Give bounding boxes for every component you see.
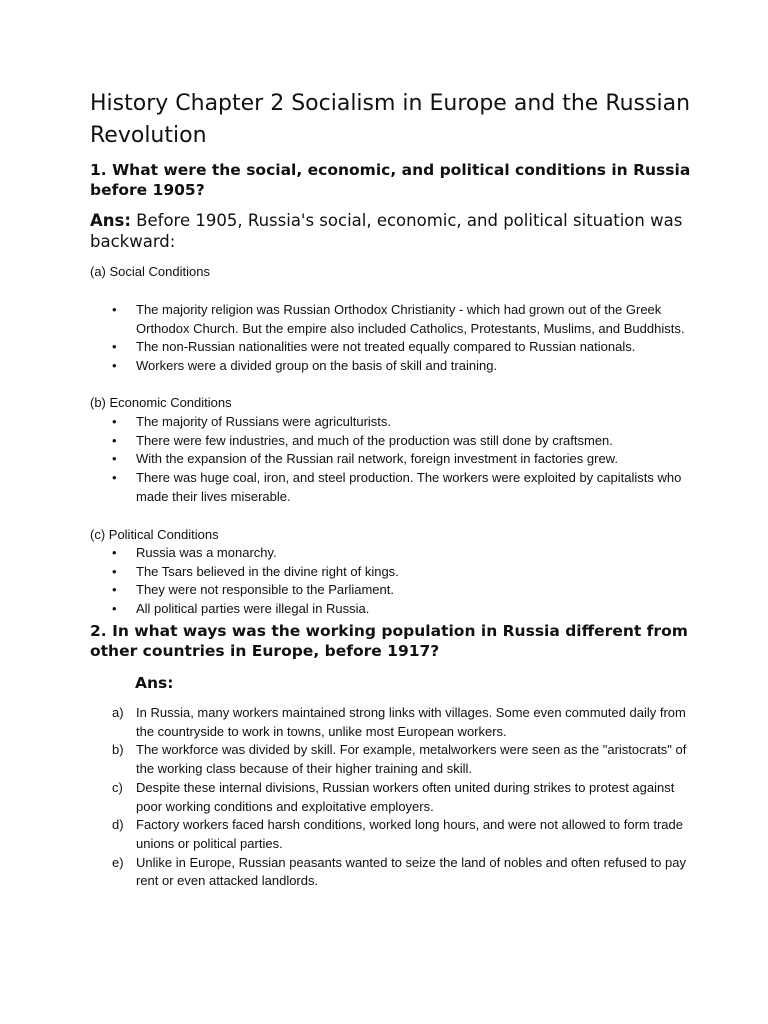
list-item: • The majority religion was Russian Orthodox Christianity - which had grown out of the Greek Orthodox Church. But the empire also included Catholics, Protestants, Muslims, and Buddhists. [90,301,690,338]
economic-conditions-heading: (b) Economic Conditions [90,395,232,410]
political-conditions-list [90,544,690,619]
answer-2-list [90,704,690,891]
list-item: • Russia was a monarchy. [90,544,690,563]
list-item-text: Despite these internal divisions, Russian workers often united during strikes to protest against poor working conditions and exploitative employers. [136,779,675,814]
answer-label: Ans: [90,211,131,230]
list-marker: e) [112,854,124,870]
economic-conditions-list [90,413,690,507]
list-item [90,816,690,853]
political-conditions-heading: (c) Political Conditions [90,527,219,542]
answer-2-label: Ans: [135,674,174,692]
list-item: • There were few industries, and much of the production was still done by craftsmen. [90,432,690,451]
page-title: History Chapter 2 Socialism in Europe and the Russian Revolution [90,91,691,148]
list-item-text: In Russia, many workers maintained strong links with villages. Some even commuted daily from the countryside to work in towns, unlike most European workers. [136,705,686,739]
list-marker: c) [112,779,123,795]
list-item: • There was huge coal, iron, and steel production. The workers were exploited by capitalists who made their lives miserable. [90,469,690,506]
list-item: • The majority of Russians were agriculturists. [90,413,690,432]
social-conditions-list [90,301,690,376]
list-marker: d) [112,817,124,833]
question-1: 1. What were the social, economic, and political conditions in Russia before 1905? [90,161,691,199]
list-item [90,704,690,741]
list-item: • Workers were a divided group on the basis of skill and training. [90,357,690,376]
list-item [90,741,690,778]
list-item [90,854,690,891]
list-marker: b) [112,742,124,758]
answer-1-text: Before 1905, Russia's social, economic, and political situation was backward: [90,211,683,251]
list-item [90,779,690,816]
list-item: • The Tsars believed in the divine right of kings. [90,563,690,582]
list-item: • The non-Russian nationalities were not treated equally compared to Russian nationals. [90,338,690,357]
list-item-text: Unlike in Europe, Russian peasants wanted to seize the land of nobles and often refused to pay rent or even attacked landlords. [136,854,686,889]
list-item: • With the expansion of the Russian rail network, foreign investment in factories grew. [90,450,690,469]
question-2: 2. In what ways was the working population in Russia different from other countries in Europe, before 1917? [90,622,688,660]
list-item: • All political parties were illegal in Russia. [90,600,690,619]
list-item: • They were not responsible to the Parliament. [90,581,690,600]
list-item-text: Factory workers faced harsh conditions, worked long hours, and were not allowed to form trade unions or political parties. [136,817,683,851]
answer-1-intro [90,210,700,252]
list-marker: a) [112,705,124,720]
list-item-text: The workforce was divided by skill. For example, metalworkers were seen as the "aristocrats" of the working class because of their higher training and skill. [136,742,687,777]
social-conditions-heading: (a) Social Conditions [90,264,210,279]
